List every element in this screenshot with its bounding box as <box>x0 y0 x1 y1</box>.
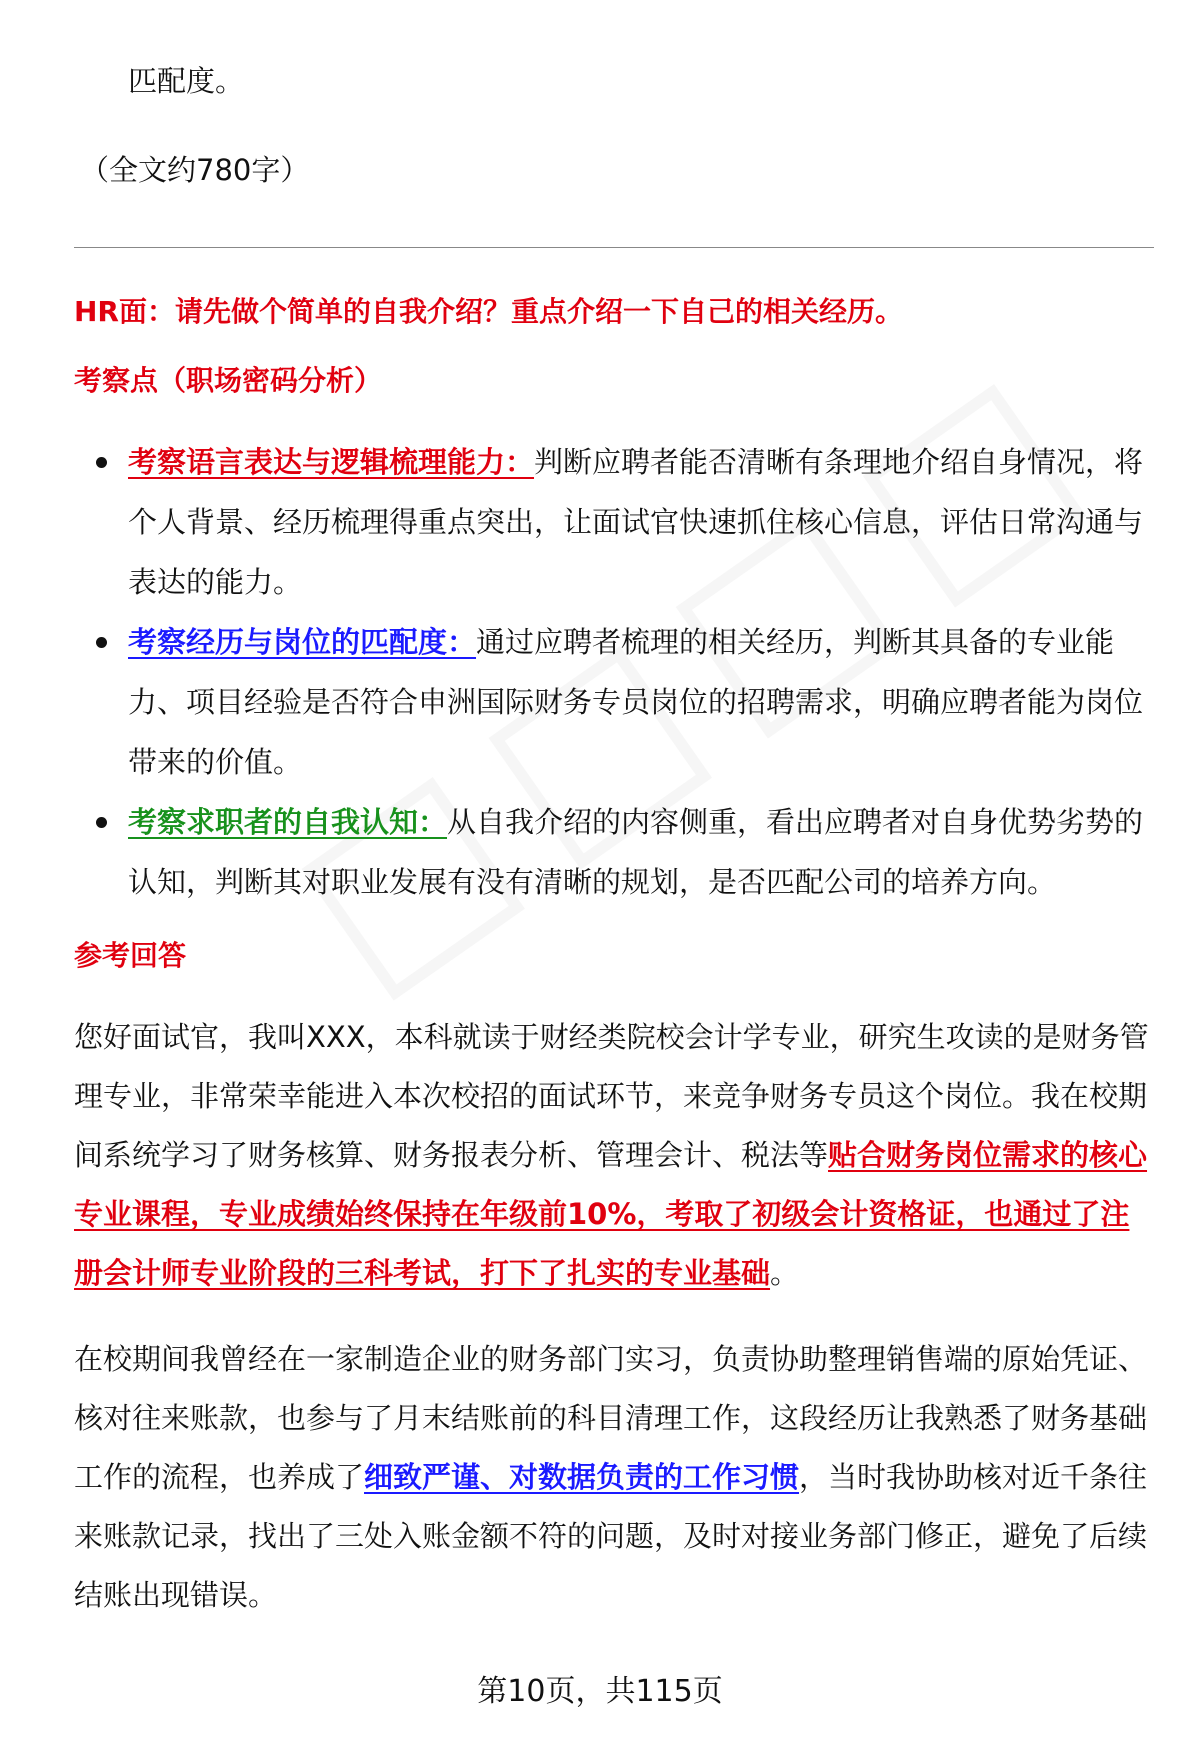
point-text: 判断应聘者能否清晰有条理地介绍自身情况，将个人背景、经历梳理得重点突出，让面试官快速抓住核心信息，评估日常沟通与表达的能力。 <box>128 445 1144 599</box>
point-keyword: 考察经历与岗位的匹配度： <box>128 625 477 659</box>
continued-text: 匹配度。 <box>128 64 245 98</box>
highlighted-text: 贴合财务岗位需求的核心专业课程，专业成绩始终保持在年级前10%，考取了初级会计资格证，也通过了注册会计师专业阶段的三科考试，打下了扎实的专业基础 <box>74 1138 1148 1290</box>
point-text: 从自我介绍的内容侧重，看出应聘者对自身优势劣势的认知，判断其对职业发展有没有清晰的规划，是否匹配公司的培养方向。 <box>128 805 1144 899</box>
page-number: 第10页，共115页 <box>477 1674 723 1709</box>
analysis-points-list <box>74 432 1154 912</box>
paragraph-text: 。 <box>770 1256 800 1290</box>
analysis-heading: 考察点（职场密码分析） <box>74 364 383 397</box>
paragraph-text: ，当时我协助核对近千条往来账款记录，找出了三处入账金额不符的问题，及时对接业务部门修正，避免了后续结账出现错误。 <box>74 1460 1148 1612</box>
highlighted-text: 细致严谨、对数据负责的工作习惯 <box>364 1460 800 1494</box>
point-keyword: 考察求职者的自我认知： <box>128 805 448 839</box>
word-count-note: （全文约780字） <box>80 153 310 187</box>
list-item <box>74 432 1154 612</box>
answer-paragraph <box>74 1008 1154 1303</box>
answer-heading: 参考回答 <box>74 939 187 972</box>
list-item <box>74 612 1154 792</box>
paragraph-text: 在校期间我曾经在一家制造企业的财务部门实习，负责协助整理销售端的原始凭证、核对往来账款，也参与了月末结账前的科目清理工作，这段经历让我熟悉了财务基础工作的流程，也养成了 <box>74 1342 1148 1494</box>
bullet-icon <box>96 817 107 828</box>
bullet-icon <box>96 637 107 648</box>
list-item <box>74 792 1154 912</box>
section-divider <box>74 247 1154 248</box>
point-keyword: 考察语言表达与逻辑梳理能力： <box>128 445 535 479</box>
interview-question: HR面：请先做个简单的自我介绍？重点介绍一下自己的相关经历。 <box>74 295 903 328</box>
bullet-icon <box>96 457 107 468</box>
answer-paragraph <box>74 1330 1154 1625</box>
paragraph-text: 您好面试官，我叫XXX，本科就读于财经类院校会计学专业，研究生攻读的是财务管理专业，非常荣幸能进入本次校招的面试环节，来竞争财务专员这个岗位。我在校期间系统学习了财务核算、财务报表分析、管理会计、税法等 <box>74 1020 1149 1172</box>
point-text: 通过应聘者梳理的相关经历，判断其具备的专业能力、项目经验是否符合申洲国际财务专员岗位的招聘需求，明确应聘者能为岗位带来的价值。 <box>128 625 1144 779</box>
